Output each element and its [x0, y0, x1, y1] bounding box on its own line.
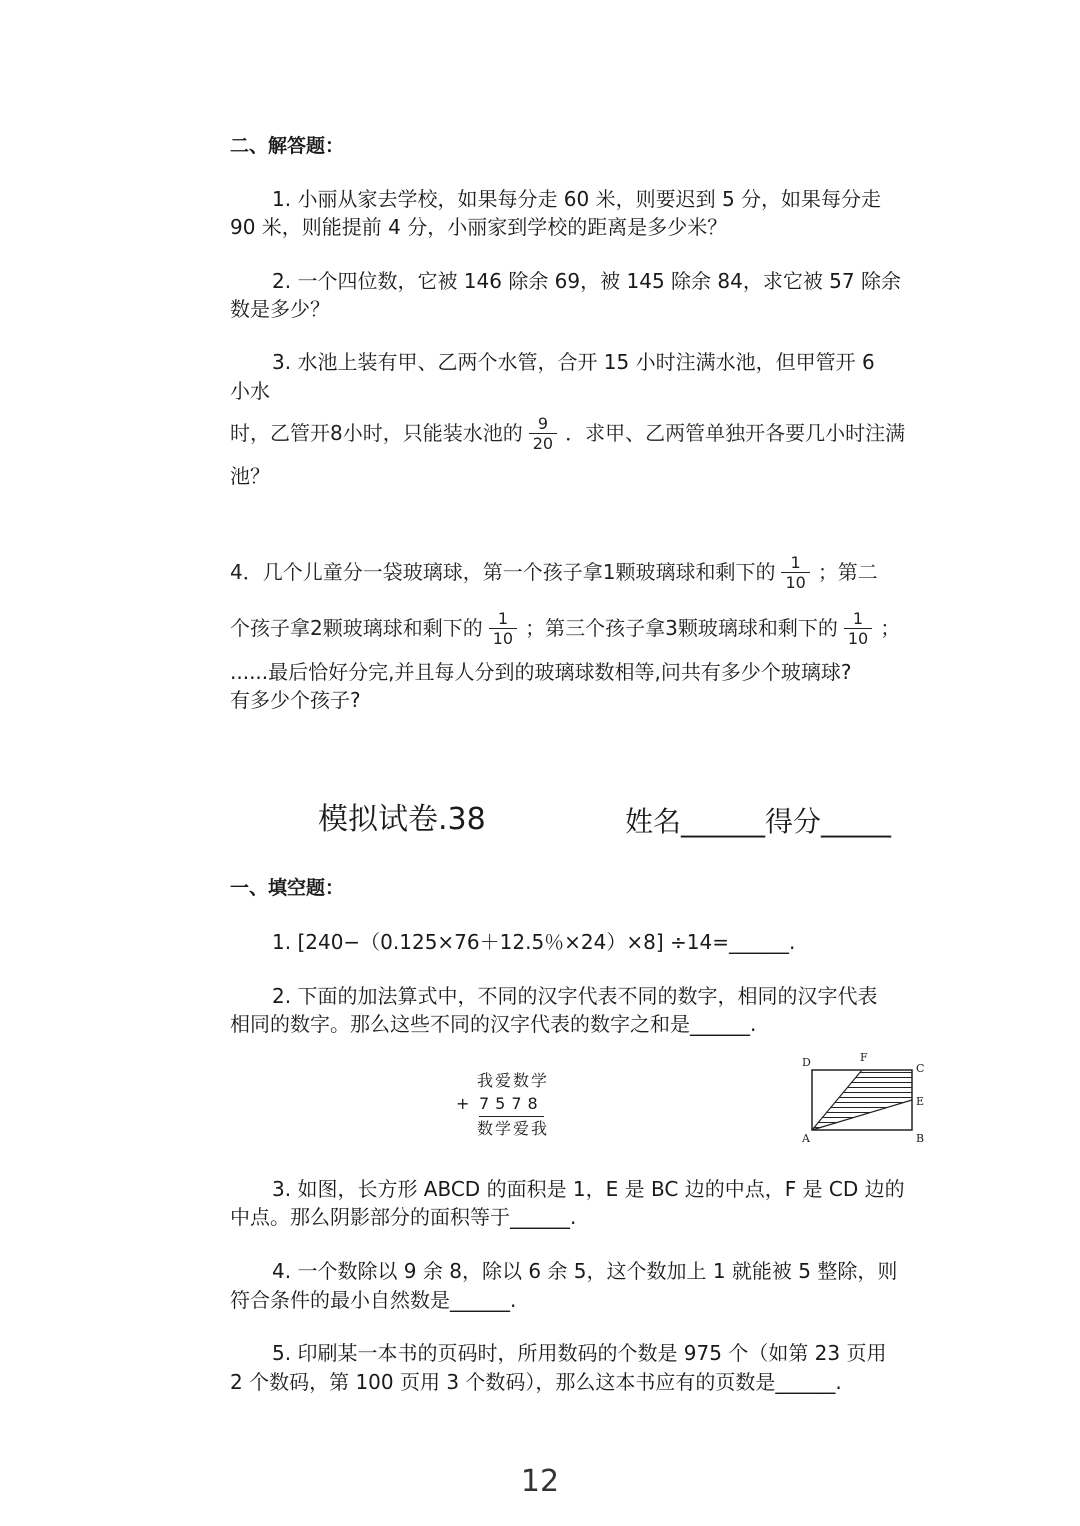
equation-addend: 7578 — [479, 1093, 544, 1117]
s1-q2-line2: 相同的数字。那么这些不同的汉字代表的数字之和是______. — [230, 1012, 757, 1036]
s1-q5-line2: 2 个数码，第 100 页用 3 个数码），那么这本书应有的页数是______. — [230, 1370, 842, 1394]
s1-q2-line1: 2. 下面的加法算式中，不同的汉字代表不同的数字，相同的汉字代表 — [272, 984, 878, 1008]
section1-heading: 一、填空题： — [230, 877, 345, 899]
s2-q2-line1: 2. 一个四位数，它被 146 除余 69，被 145 除余 84，求它被 57 除余 — [272, 269, 901, 293]
s2-q4-line3: ......最后恰好分完,并且每人分到的玻璃球数相等,问共有多少个玻璃球? — [230, 660, 852, 684]
s2-q4-line2 — [230, 605, 900, 651]
s1-q3-line1: 3. 如图，长方形 ABCD 的面积是 1，E 是 BC 边的中点，F 是 CD 边的 — [272, 1177, 905, 1201]
s1-q3-line2: 中点。那么阴影部分的面积等于______. — [230, 1205, 577, 1229]
fraction-denominator: 20 — [529, 433, 557, 453]
label-f: F — [860, 1051, 868, 1064]
fraction-1-10 — [489, 609, 517, 648]
fraction-denominator: 10 — [489, 628, 517, 648]
s2-q3-line1: 3. 水池上装有甲、乙两个水管，合开 15 小时注满水池，但甲管开 6 — [272, 350, 875, 374]
fraction-1-10 — [781, 553, 809, 592]
equation-plus: + — [456, 1094, 472, 1113]
s2-q4-line4: 有多少个孩子? — [230, 688, 361, 712]
s2-q1-line2: 90 米，则能提前 4 分，小丽家到学校的距离是多少米？ — [230, 215, 728, 239]
fraction-denominator: 10 — [844, 628, 872, 648]
s2-q2-line2: 数是多少？ — [230, 297, 330, 321]
section2-heading: 二、解答题： — [230, 135, 345, 157]
s2-q3-line3-before: 时，乙管开8小时，只能装水池的 — [230, 421, 523, 445]
s2-q4-line2-after: ； — [880, 616, 901, 640]
s1-q5-line1: 5. 印刷某一本书的页码时，所用数码的个数是 975 个（如第 23 页用 — [272, 1341, 887, 1365]
fraction-9-20 — [529, 414, 557, 453]
label-c: C — [916, 1062, 925, 1075]
page-number: 12 — [520, 1464, 560, 1499]
equation-sum: 数学爱我 — [477, 1119, 550, 1138]
s2-q4-line2-before: 个孩子拿2颗玻璃球和剩下的 — [230, 616, 483, 640]
name-score-field: 姓名______得分_____ — [625, 805, 892, 838]
s1-q4-line2: 符合条件的最小自然数是______. — [230, 1288, 517, 1312]
s2-q4-line1-after: ；第二 — [817, 560, 878, 584]
rectangle-figure — [796, 1050, 932, 1150]
label-d: D — [802, 1056, 811, 1069]
fraction-numerator: 9 — [537, 413, 548, 433]
s2-q4-line1 — [230, 549, 878, 595]
s2-q3-line2: 小水 — [230, 379, 270, 403]
fraction-numerator: 1 — [790, 552, 801, 572]
label-a: A — [802, 1132, 810, 1145]
s1-q4-line1: 4. 一个数除以 9 余 8，除以 6 余 5，这个数加上 1 就能被 5 整除，则 — [272, 1259, 898, 1283]
fraction-numerator: 1 — [497, 608, 508, 628]
s2-q4-line1-before: 4．几个儿童分一袋玻璃球，第一个孩子拿1颗玻璃球和剩下的 — [230, 560, 776, 584]
fraction-numerator: 1 — [852, 608, 864, 628]
exam-title: 模拟试卷.38 — [318, 802, 486, 837]
s2-q3-line3-after: ．求甲、乙两管单独开各要几小时注满 — [565, 421, 906, 445]
s2-q4-line2-mid: ；第三个孩子拿3颗玻璃球和剩下的 — [525, 616, 838, 640]
fraction-1-10 — [844, 609, 872, 648]
fraction-denominator: 10 — [781, 572, 809, 592]
equation-top: 我爱数学 — [477, 1071, 550, 1090]
label-e: E — [916, 1095, 925, 1108]
s2-q3-line4: 池？ — [230, 464, 270, 488]
s2-q1-line1: 1. 小丽从家去学校，如果每分走 60 米，则要迟到 5 分，如果每分走 — [272, 187, 882, 211]
label-b: B — [916, 1132, 925, 1145]
s2-q3-line3 — [230, 410, 905, 456]
s1-q1: 1. [240−（0.125×76＋12.5％×24）×8] ÷14=______. — [272, 930, 796, 954]
